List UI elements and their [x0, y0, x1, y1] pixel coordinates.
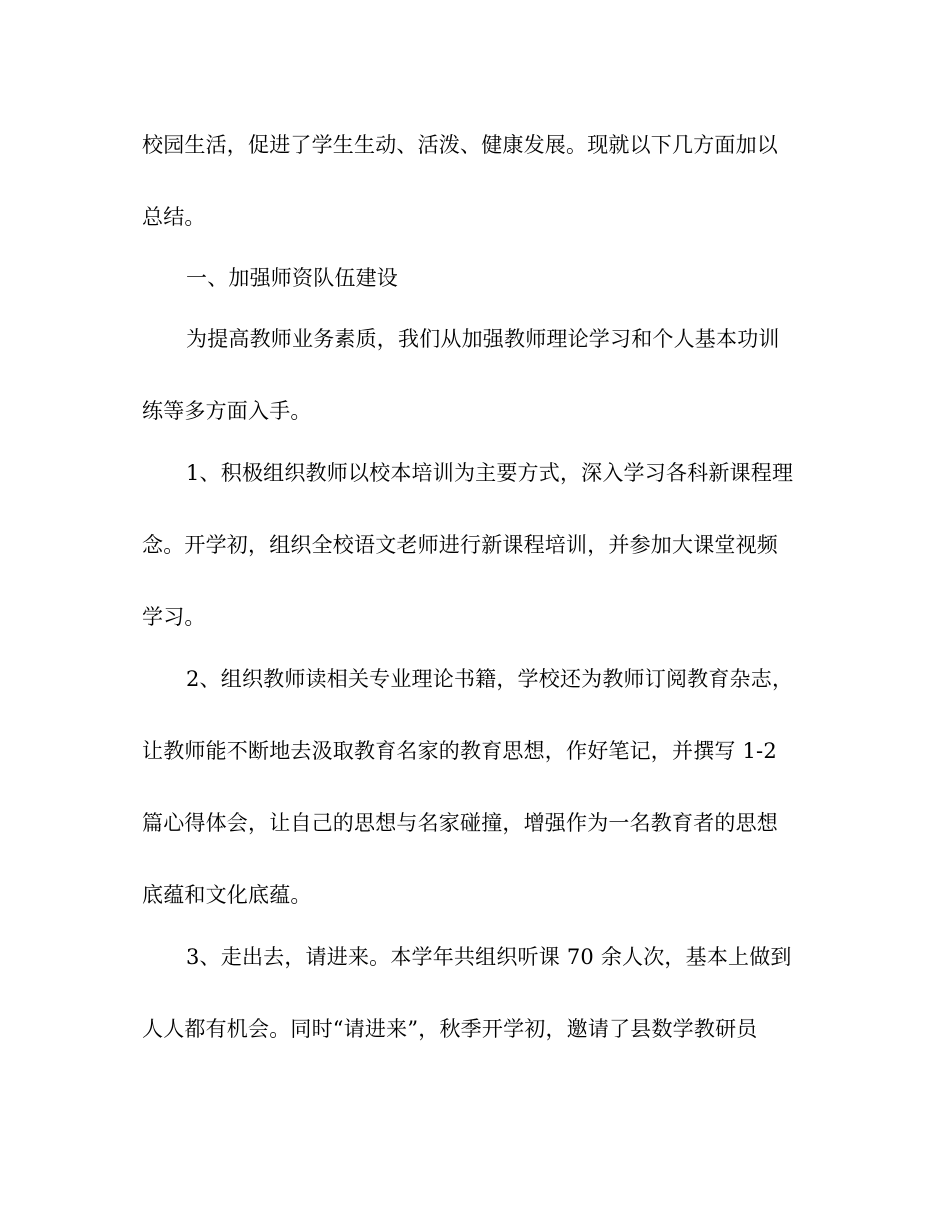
paragraph-line: 篇心得体会，让自己的思想与名家碰撞，增强作为一名教育者的思想 — [142, 811, 778, 835]
paragraph-line: 练等多方面入手。 — [142, 399, 312, 423]
section-heading: 一、加强师资队伍建设 — [186, 266, 398, 290]
paragraph-line: 念。开学初，组织全校语文老师进行新课程培训，并参加大课堂视频 — [142, 533, 778, 557]
paragraph-line: 总结。 — [142, 205, 206, 229]
paragraph-line: 让教师能不断地去汲取教育名家的教育思想，作好笔记，并撰写 1-2 — [142, 739, 777, 763]
paragraph-line: 为提高教师业务素质，我们从加强教师理论学习和个人基本功训 — [186, 327, 780, 351]
paragraph-line: 校园生活，促进了学生生动、活泼、健康发展。现就以下几方面加以 — [142, 133, 778, 157]
paragraph-line: 学习。 — [142, 605, 206, 629]
paragraph-line: 人人都有机会。同时“请进来”，秋季开学初，邀请了县数学教研员 — [142, 1017, 758, 1041]
paragraph-line: 3、走出去，请进来。本学年共组织听课 70 余人次，基本上做到 — [186, 945, 792, 969]
paragraph-line: 1、积极组织教师以校本培训为主要方式，深入学习各科新课程理 — [186, 461, 794, 485]
paragraph-line: 2、组织教师读相关专业理论书籍，学校还为教师订阅教育杂志， — [186, 667, 794, 691]
paragraph-line: 底蕴和文化底蕴。 — [142, 883, 312, 907]
